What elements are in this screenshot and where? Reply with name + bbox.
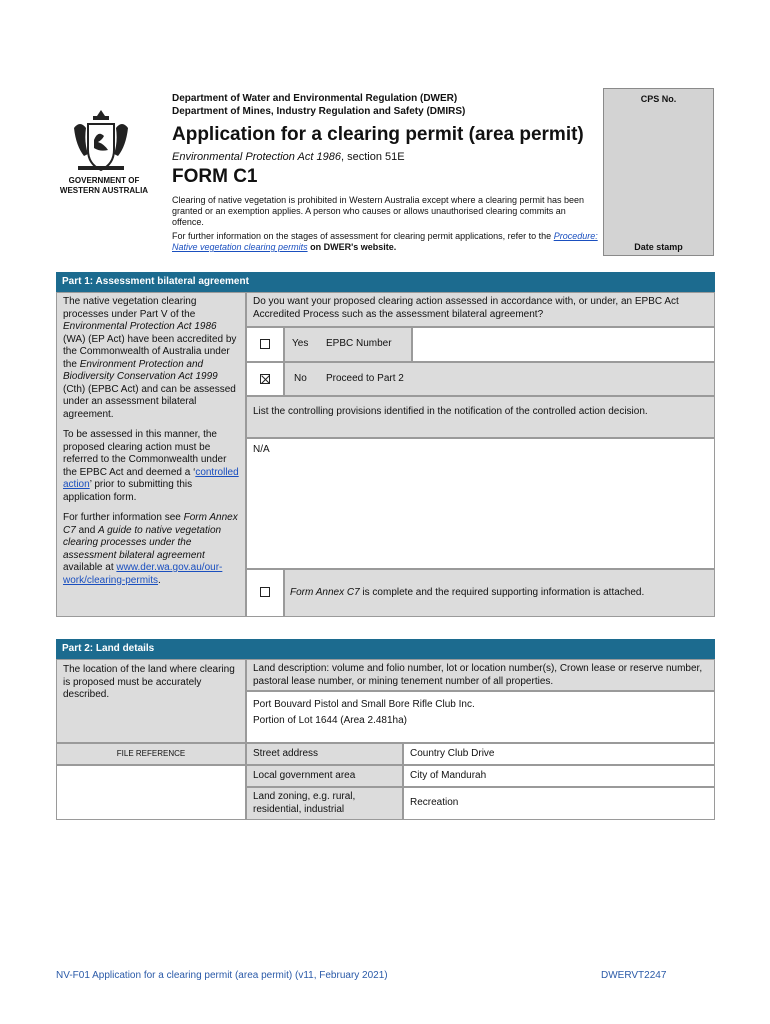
land-zoning-label: Land zoning, e.g. rural, residential, industrial (246, 787, 403, 820)
yes-label-cell (284, 327, 412, 362)
file-reference-input[interactable] (56, 765, 246, 820)
page-title: Application for a clearing permit (area permit) (172, 124, 584, 145)
yes-checkbox[interactable] (260, 339, 270, 349)
land-description-line1: Port Bouvard Pistol and Small Bore Rifle Club Inc. (253, 699, 475, 710)
land-zoning-input[interactable]: Recreation (403, 787, 715, 820)
clearing-permits-link[interactable]: www.der.wa.gov.au/our-work/clearing-permits (63, 562, 223, 586)
annex-label: Form Annex C7 is complete and the required supporting information is attached. (290, 587, 645, 598)
form-number: FORM C1 (172, 166, 258, 187)
footer-form-title: NV-F01 Application for a clearing permit (area permit) (v11, February 2021) (56, 970, 388, 981)
local-government-input[interactable]: City of Mandurah (403, 765, 715, 787)
cps-label: CPS No. (640, 94, 677, 104)
epbc-number-input[interactable] (412, 327, 715, 362)
further-info-text: For further information on the stages of assessment for clearing permit applications, refer to the Procedure: Native vegetation clearing permits on DWER's website. (172, 231, 598, 252)
street-address-label: Street address (246, 743, 403, 765)
intro-text: Clearing of native vegetation is prohibited in Western Australia except where a clearing permit has been granted or an exemption applies. A person who causes or allows unauthorised clearing commits an offence. (172, 195, 585, 227)
yes-checkbox-cell (246, 327, 284, 362)
part1-info-p3: For further information see Form Annex C7 and A guide to native vegetation clearing processes under the assessment bilateral agreement available at www.der.wa.gov.au/our-work/clearing-permits. (63, 512, 238, 586)
part1-header: Part 1: Assessment bilateral agreement (56, 272, 715, 292)
land-description-label: Land description: volume and folio number, lot or location number(s), Crown lease or reserve number, pastoral lease number, or mining tenement number of all properties. (246, 659, 715, 691)
part1-info-p1: The native vegetation clearing processes under Part V of the Environmental Protection Act 1986 (WA) (EP Act) have been accredited by the Commonwealth of Australia under the Environment Protection and Biodiversity Conservation Act 1999 (Cth) (EPBC Act) and can be assessed under an assessment bilateral agreement. (63, 296, 237, 420)
part1-info (56, 292, 246, 617)
part2-header: Part 2: Land details (56, 639, 715, 659)
wa-coat-of-arms-icon (66, 106, 136, 178)
no-label: No (294, 373, 307, 384)
government-label: GOVERNMENT OF WESTERN AUSTRALIA (59, 176, 149, 195)
procedure-link[interactable]: Procedure: Native vegetation clearing permits (172, 231, 598, 252)
street-address-input[interactable]: Country Club Drive (403, 743, 715, 765)
no-checkbox[interactable] (260, 374, 270, 384)
controlled-action-link[interactable]: controlled action (63, 466, 239, 490)
annex-checkbox-cell (246, 569, 284, 617)
epbc-number-label: EPBC Number (326, 338, 392, 349)
footer-code: DWERVT2247 (601, 970, 667, 981)
department-names: Department of Water and Environmental Regulation (DWER) Department of Mines, Industry Regulation and Safety (DMIRS) (172, 93, 466, 117)
no-checkbox-cell (246, 362, 284, 396)
land-location-info: The location of the land where clearing is proposed must be accurately described. (56, 659, 246, 743)
proceed-label: Proceed to Part 2 (326, 373, 404, 384)
controlling-provisions-label: List the controlling provisions identified in the notification of the controlled action decision. (246, 396, 715, 438)
local-government-label: Local government area (246, 765, 403, 787)
yes-label: Yes (292, 338, 309, 349)
land-description-line2: Portion of Lot 1644 (Area 2.481ha) (253, 715, 407, 726)
land-description-input[interactable] (246, 691, 715, 743)
act-reference: Environmental Protection Act 1986, section 51E (172, 151, 405, 163)
cps-box[interactable] (603, 88, 714, 256)
no-label-cell (284, 362, 715, 396)
controlling-provisions-input[interactable]: N/A (246, 438, 715, 569)
epbc-question: Do you want your proposed clearing action assessed in accordance with, or under, an EPBC Act Accredited Process such as the assessment bilateral agreement? (246, 292, 715, 327)
file-reference-label: FILE REFERENCE (56, 743, 246, 765)
annex-label-cell (284, 569, 715, 617)
date-stamp-label: Date stamp (634, 242, 683, 252)
part1-info-p2: To be assessed in this manner, the proposed clearing action must be referred to the Commonwealth under the EPBC Act and deemed a ‘controlled action’ prior to submitting this application form. (63, 429, 239, 503)
annex-checkbox[interactable] (260, 587, 270, 597)
